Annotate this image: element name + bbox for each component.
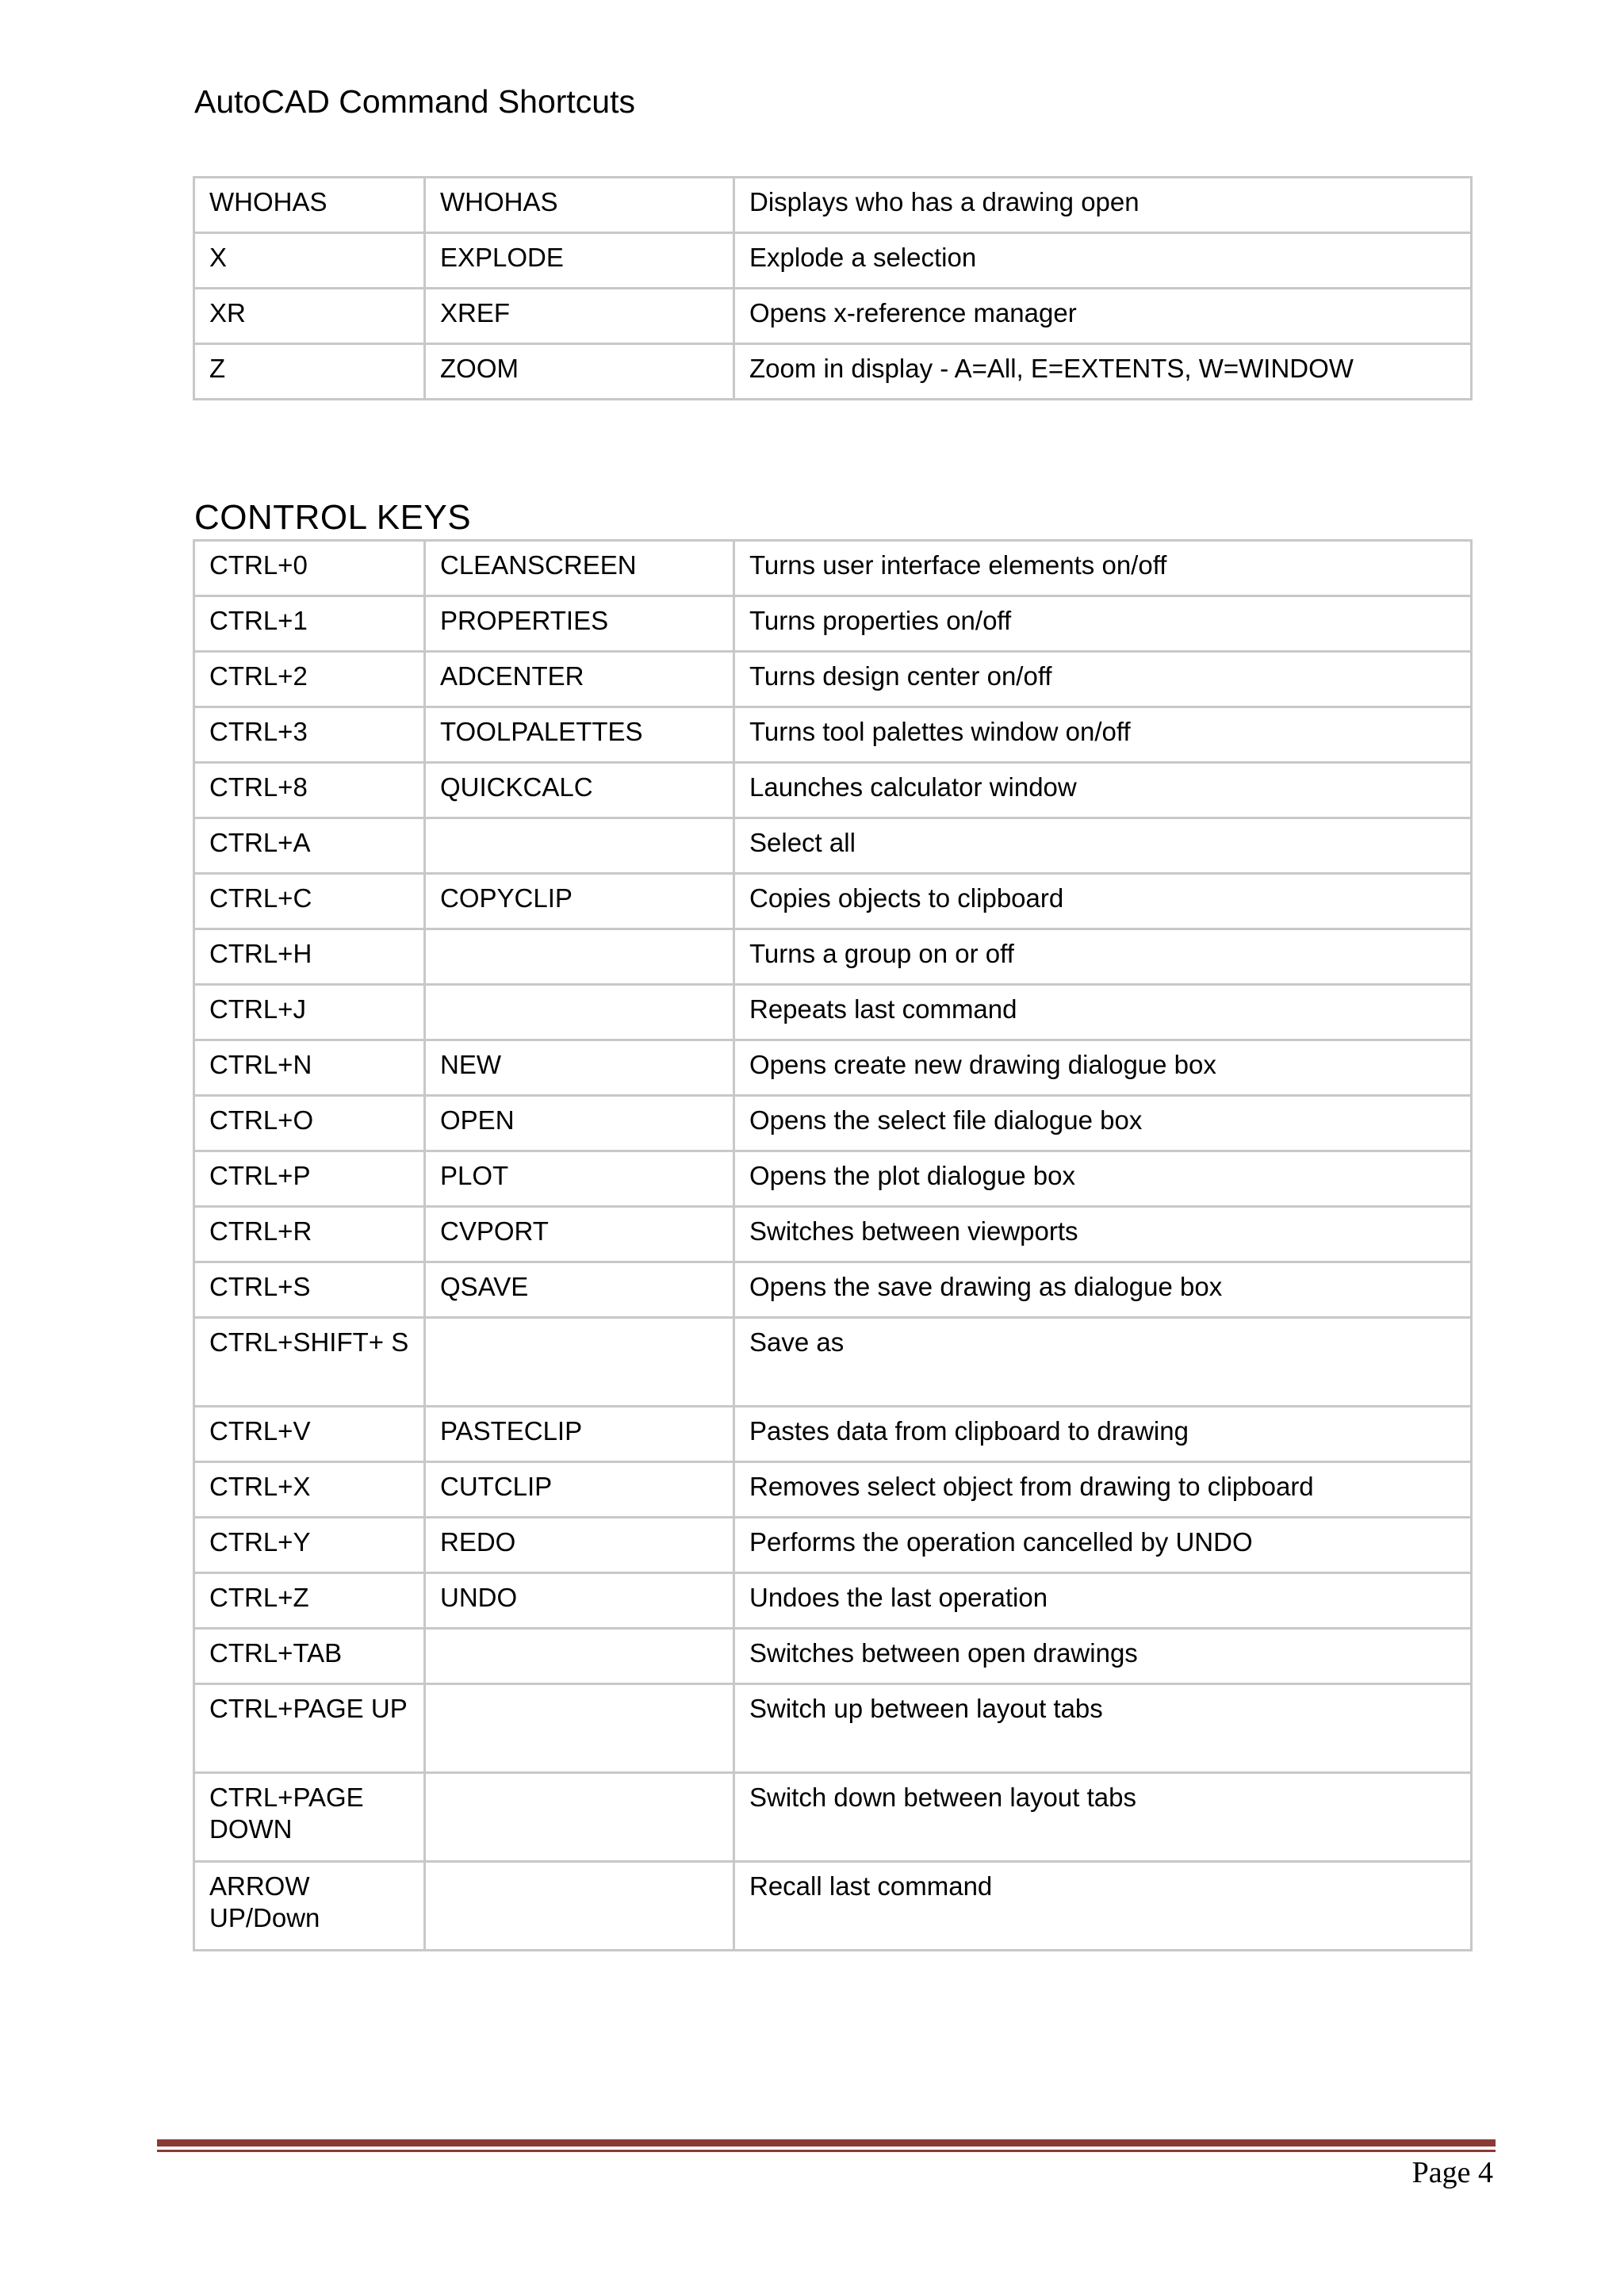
control-keys-table xyxy=(193,539,1473,1951)
table-row xyxy=(194,1151,1472,1207)
description-cell: Repeats last command xyxy=(734,985,1472,1040)
description-cell: Opens the plot dialogue box xyxy=(734,1151,1472,1207)
table-row xyxy=(194,1262,1472,1318)
shortcut-cell: CTRL+N xyxy=(194,1040,425,1096)
command-cell xyxy=(425,1629,734,1684)
table-row xyxy=(194,929,1472,985)
table-row xyxy=(194,1573,1472,1629)
shortcut-cell: WHOHAS xyxy=(194,178,425,233)
table-row xyxy=(194,818,1472,874)
shortcut-cell: CTRL+R xyxy=(194,1207,425,1262)
table-row xyxy=(194,1773,1472,1862)
command-cell: NEW xyxy=(425,1040,734,1096)
shortcut-cell: ARROW UP/Down xyxy=(194,1862,425,1951)
description-cell: Turns user interface elements on/off xyxy=(734,541,1472,596)
shortcut-cell: CTRL+S xyxy=(194,1262,425,1318)
description-cell: Opens the save drawing as dialogue box xyxy=(734,1262,1472,1318)
command-cell: ADCENTER xyxy=(425,652,734,707)
description-cell: Removes select object from drawing to clipboard xyxy=(734,1462,1472,1518)
table-row xyxy=(194,1207,1472,1262)
table-row xyxy=(194,233,1472,289)
command-cell xyxy=(425,818,734,874)
page-number: Page 4 xyxy=(1411,2156,1493,2189)
description-cell: Switches between viewports xyxy=(734,1207,1472,1262)
command-cell: ZOOM xyxy=(425,344,734,400)
table-row xyxy=(194,874,1472,929)
command-cell xyxy=(425,1862,734,1951)
shortcut-cell: CTRL+1 xyxy=(194,596,425,652)
description-cell: Save as xyxy=(734,1318,1472,1407)
description-cell: Turns design center on/off xyxy=(734,652,1472,707)
table-row xyxy=(194,178,1472,233)
description-cell: Select all xyxy=(734,818,1472,874)
command-cell: CLEANSCREEN xyxy=(425,541,734,596)
table-row xyxy=(194,1862,1472,1951)
description-cell: Turns properties on/off xyxy=(734,596,1472,652)
description-cell: Pastes data from clipboard to drawing xyxy=(734,1407,1472,1462)
description-cell: Opens x-reference manager xyxy=(734,289,1472,344)
table-row xyxy=(194,344,1472,400)
description-cell: Launches calculator window xyxy=(734,763,1472,818)
shortcut-cell: Z xyxy=(194,344,425,400)
footer-divider xyxy=(157,2139,1496,2147)
table-row xyxy=(194,1462,1472,1518)
table-row xyxy=(194,707,1472,763)
description-cell: Explode a selection xyxy=(734,233,1472,289)
shortcut-cell: CTRL+TAB xyxy=(194,1629,425,1684)
shortcut-cell: CTRL+0 xyxy=(194,541,425,596)
shortcut-cell: X xyxy=(194,233,425,289)
shortcut-cell: CTRL+X xyxy=(194,1462,425,1518)
command-cell: PROPERTIES xyxy=(425,596,734,652)
description-cell: Zoom in display - A=All, E=EXTENTS, W=WINDOW xyxy=(734,344,1472,400)
shortcut-cell: CTRL+2 xyxy=(194,652,425,707)
shortcuts-table xyxy=(193,176,1473,400)
shortcut-cell: CTRL+PAGE DOWN xyxy=(194,1773,425,1862)
shortcut-cell: CTRL+O xyxy=(194,1096,425,1151)
command-cell: QSAVE xyxy=(425,1262,734,1318)
command-cell xyxy=(425,985,734,1040)
shortcut-cell: CTRL+8 xyxy=(194,763,425,818)
table-row xyxy=(194,1518,1472,1573)
command-cell: CUTCLIP xyxy=(425,1462,734,1518)
table-row xyxy=(194,985,1472,1040)
table-row xyxy=(194,596,1472,652)
command-cell xyxy=(425,1318,734,1407)
shortcut-cell: CTRL+P xyxy=(194,1151,425,1207)
shortcut-cell: CTRL+SHIFT+ S xyxy=(194,1318,425,1407)
table-row xyxy=(194,1040,1472,1096)
table-row xyxy=(194,763,1472,818)
command-cell: PLOT xyxy=(425,1151,734,1207)
shortcut-cell: XR xyxy=(194,289,425,344)
command-cell: WHOHAS xyxy=(425,178,734,233)
command-cell: TOOLPALETTES xyxy=(425,707,734,763)
table-row xyxy=(194,1096,1472,1151)
command-cell xyxy=(425,1684,734,1773)
shortcut-cell: CTRL+3 xyxy=(194,707,425,763)
page-header-title: AutoCAD Command Shortcuts xyxy=(194,83,636,120)
description-cell: Undoes the last operation xyxy=(734,1573,1472,1629)
command-cell: REDO xyxy=(425,1518,734,1573)
table-row xyxy=(194,1684,1472,1773)
command-cell: COPYCLIP xyxy=(425,874,734,929)
command-cell: EXPLODE xyxy=(425,233,734,289)
shortcut-cell: CTRL+Z xyxy=(194,1573,425,1629)
table-row xyxy=(194,1318,1472,1407)
table-row xyxy=(194,541,1472,596)
shortcut-cell: CTRL+C xyxy=(194,874,425,929)
command-cell: XREF xyxy=(425,289,734,344)
table-row xyxy=(194,1407,1472,1462)
description-cell: Switches between open drawings xyxy=(734,1629,1472,1684)
table-row xyxy=(194,1629,1472,1684)
description-cell: Switch down between layout tabs xyxy=(734,1773,1472,1862)
shortcut-cell: CTRL+J xyxy=(194,985,425,1040)
table-row xyxy=(194,289,1472,344)
shortcut-cell: CTRL+A xyxy=(194,818,425,874)
description-cell: Recall last command xyxy=(734,1862,1472,1951)
description-cell: Performs the operation cancelled by UNDO xyxy=(734,1518,1472,1573)
command-cell: PASTECLIP xyxy=(425,1407,734,1462)
description-cell: Switch up between layout tabs xyxy=(734,1684,1472,1773)
description-cell: Displays who has a drawing open xyxy=(734,178,1472,233)
footer-divider-thin xyxy=(157,2150,1496,2152)
shortcut-cell: CTRL+H xyxy=(194,929,425,985)
command-cell xyxy=(425,1773,734,1862)
command-cell: UNDO xyxy=(425,1573,734,1629)
shortcut-cell: CTRL+Y xyxy=(194,1518,425,1573)
command-cell: QUICKCALC xyxy=(425,763,734,818)
command-cell: CVPORT xyxy=(425,1207,734,1262)
table-row xyxy=(194,652,1472,707)
command-cell xyxy=(425,929,734,985)
section-title-control-keys: CONTROL KEYS xyxy=(194,498,472,537)
shortcut-cell: CTRL+PAGE UP xyxy=(194,1684,425,1773)
description-cell: Turns a group on or off xyxy=(734,929,1472,985)
description-cell: Copies objects to clipboard xyxy=(734,874,1472,929)
command-cell: OPEN xyxy=(425,1096,734,1151)
description-cell: Opens the select file dialogue box xyxy=(734,1096,1472,1151)
description-cell: Turns tool palettes window on/off xyxy=(734,707,1472,763)
shortcut-cell: CTRL+V xyxy=(194,1407,425,1462)
description-cell: Opens create new drawing dialogue box xyxy=(734,1040,1472,1096)
